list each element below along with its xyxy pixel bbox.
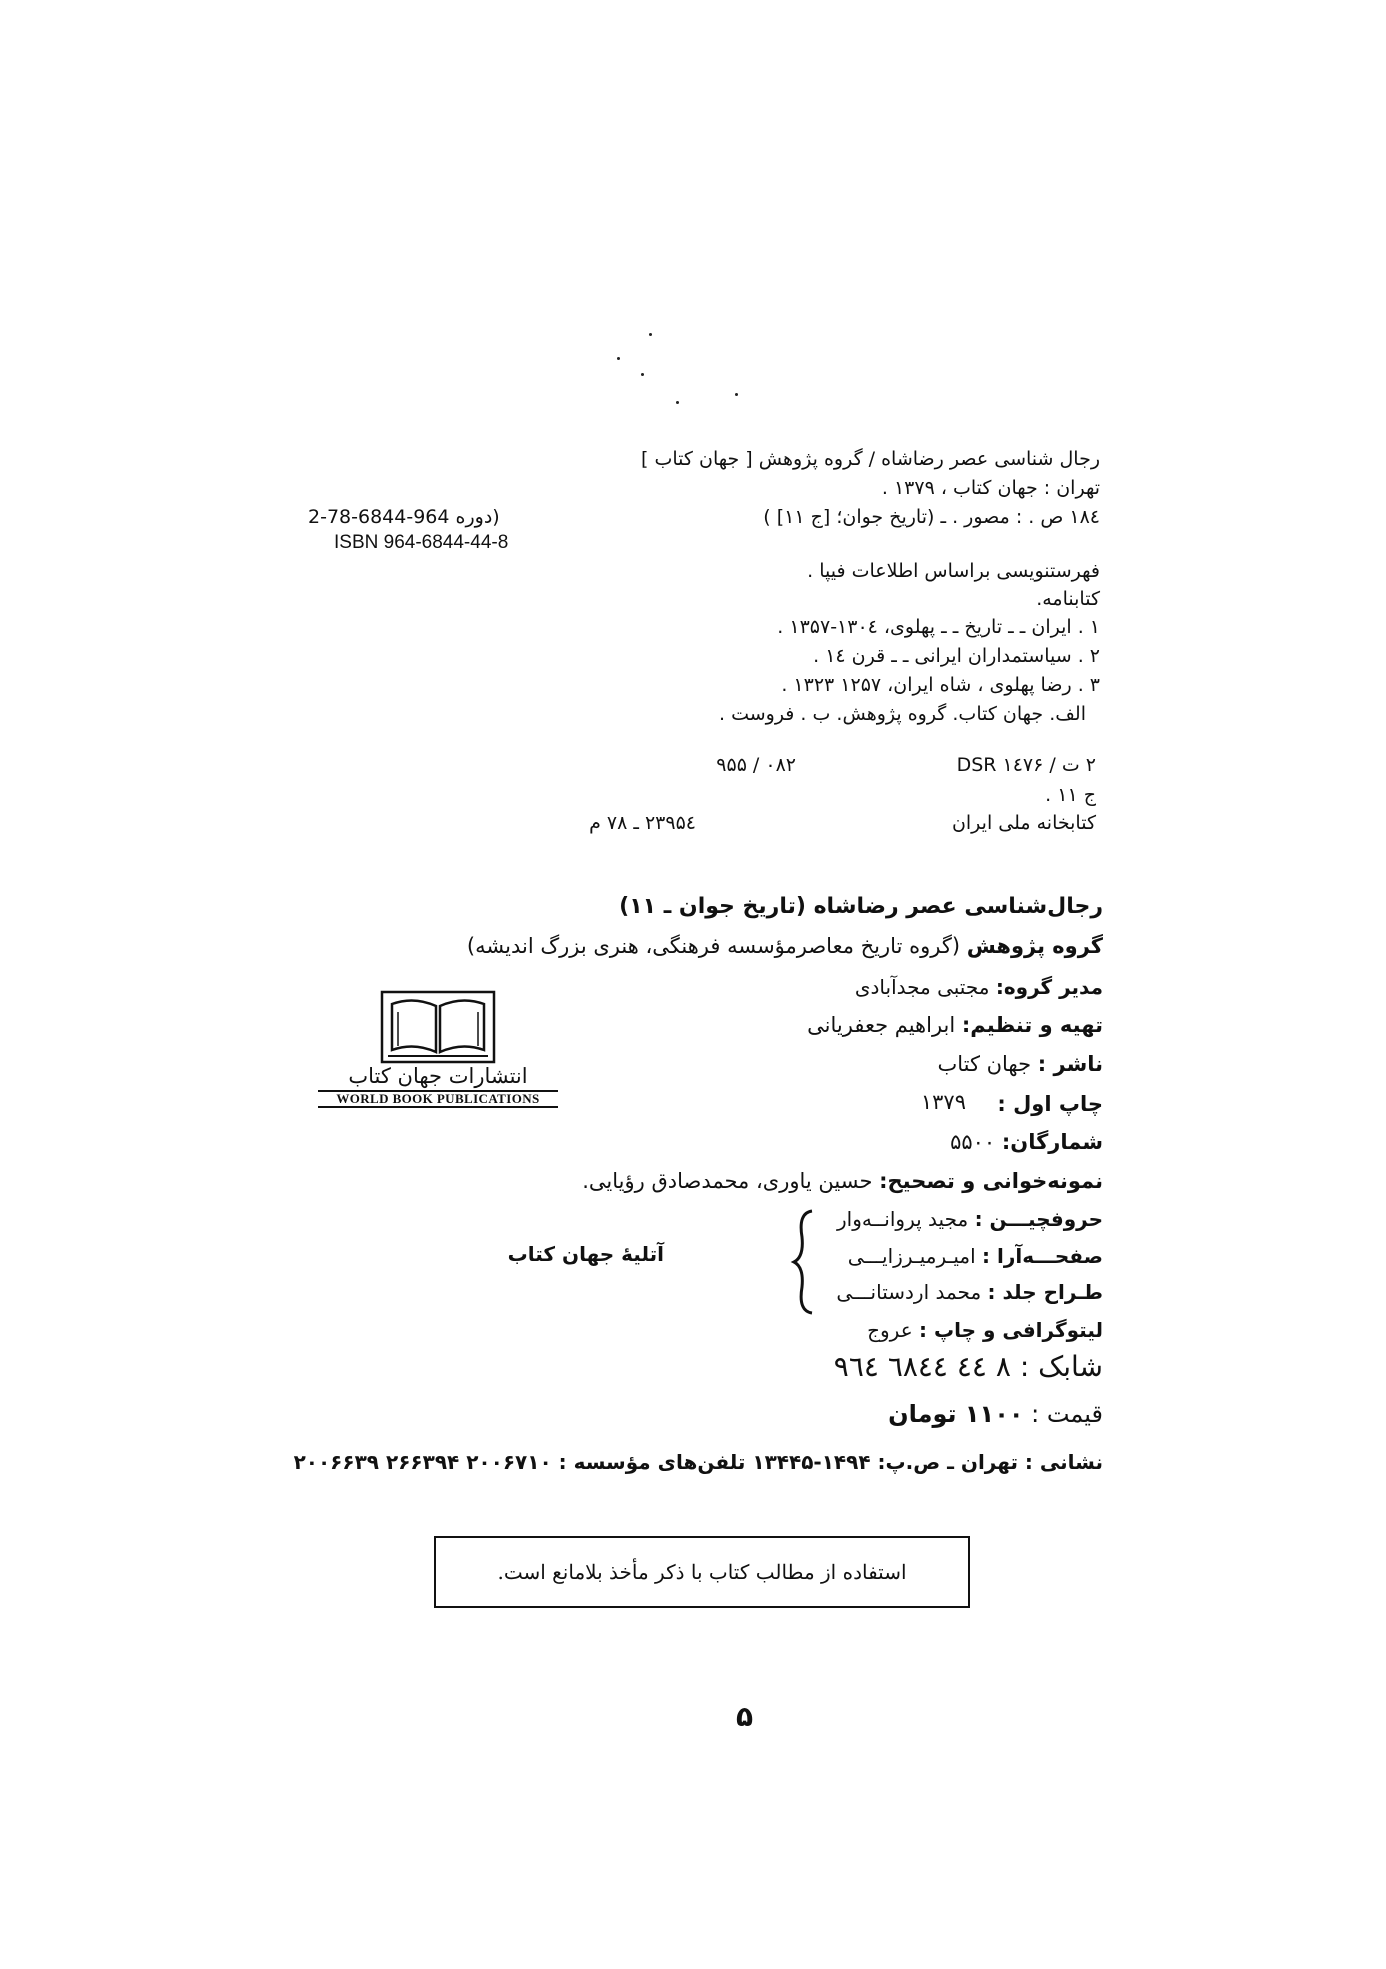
shabak-row bbox=[834, 1350, 1103, 1383]
cip-note: فهرستنویسی براساس اطلاعات فیپا . bbox=[807, 560, 1100, 582]
scan-speck bbox=[649, 333, 652, 336]
publisher-row bbox=[937, 1052, 1103, 1076]
scan-speck bbox=[676, 401, 679, 404]
cip-physical: ۱۸٤ ص . : مصور . ـ (تاریخ جوان؛ [ج ۱۱] ) bbox=[763, 506, 1100, 528]
cip-publication: تهران : جهان کتاب ، ۱۳۷۹ . bbox=[881, 477, 1100, 499]
copies-value: ۵۵۰۰ bbox=[950, 1130, 996, 1154]
edition-row bbox=[997, 1092, 1103, 1116]
cover-design-row bbox=[836, 1280, 1103, 1304]
curly-brace bbox=[790, 1207, 820, 1317]
research-group-row bbox=[467, 934, 1103, 958]
typesetting-label: حروفچیـــن : bbox=[974, 1207, 1103, 1231]
cip-subject-2: ۲ . سیاستمداران ایرانی ـ ـ قرن ۱٤ . bbox=[813, 645, 1100, 667]
cip-subject-3: ۳ . رضا پهلوی ، شاه ایران، ۱۲۵۷ ۱۳۲۳ . bbox=[781, 674, 1100, 696]
edition-value: ۱۳۷۹ bbox=[920, 1090, 966, 1114]
cip-lc-class: ۲ ت / DSR ۱٤۷۶ bbox=[956, 754, 1096, 776]
typesetting-row bbox=[837, 1207, 1103, 1231]
isbn: ISBN 964-6844-44-8 bbox=[334, 532, 509, 553]
open-book-icon bbox=[380, 990, 496, 1064]
research-group-label: گروه پژوهش bbox=[966, 934, 1103, 958]
prepared-label: تهیه و تنظیم: bbox=[961, 1013, 1103, 1037]
copies-label: شمارگان: bbox=[1001, 1130, 1103, 1154]
layout-value: امیـرمیـرزایـــی bbox=[847, 1244, 976, 1268]
director-value: مجتبی مجدآبادی bbox=[854, 975, 990, 999]
book-title: رجال‌شناسی عصر رضاشاه (تاریخ جوان ـ ۱۱) bbox=[619, 894, 1103, 919]
scan-speck bbox=[617, 357, 620, 360]
layout-label: صفحـــه‌آرا : bbox=[982, 1244, 1103, 1268]
cip-library-number: ۲۳۹۵٤ ـ ۷۸ م bbox=[589, 812, 696, 834]
proofreading-row bbox=[582, 1169, 1103, 1193]
cip-subject-1: ۱ . ایران ـ ـ تاریخ ـ ـ پهلوی، ۱۳۰٤-۱۳۵۷ . bbox=[777, 616, 1100, 638]
cip-title: رجال شناسی عصر رضاشاه / گروه پژوهش [ جهان کتاب ] bbox=[641, 448, 1100, 470]
research-group-value: (گروه تاریخ معاصرمؤسسه فرهنگی، هنری بزرگ اندیشه) bbox=[466, 934, 961, 958]
prepared-row bbox=[807, 1013, 1103, 1037]
address-line: نشانی : تهران ـ ص.پ: ۱۴۹۴-۱۳۴۴۵ تلفن‌های مؤسسه : ۲۰۰۶۷۱۰ ۲۶۶۳۹۴ ۲۰۰۶۶۳۹ bbox=[293, 1450, 1103, 1474]
isbn-set: (دوره 964-6844-78-2 bbox=[308, 506, 500, 528]
cip-volume: ج ۱۱ . bbox=[1045, 784, 1096, 806]
proofreading-value: حسین یاوری، محمدصادق رؤیایی. bbox=[582, 1169, 873, 1193]
usage-notice-text: استفاده از مطالب کتاب با ذکر مأخذ بلامانع است. bbox=[497, 1560, 907, 1584]
usage-notice bbox=[434, 1536, 970, 1608]
edition-label: چاپ اول : bbox=[997, 1092, 1103, 1116]
page-number: ۵ bbox=[736, 1700, 754, 1733]
cip-library: کتابخانه ملی ایران bbox=[951, 812, 1096, 834]
proofreading-label: نمونه‌خوانی و تصحیح: bbox=[879, 1169, 1103, 1193]
cover-design-label: طـراح جلد : bbox=[987, 1280, 1103, 1304]
logo-persian-text: انتشارات جهان کتاب bbox=[348, 1064, 528, 1088]
cip-bibliography: کتابنامه. bbox=[1036, 588, 1100, 610]
studio-name: آتلیهٔ جهان کتاب bbox=[507, 1242, 664, 1266]
typesetting-value: مجید پروانــه‌وار bbox=[836, 1207, 969, 1231]
publisher-value: جهان کتاب bbox=[937, 1052, 1032, 1076]
price-row bbox=[888, 1400, 1103, 1428]
copies-row bbox=[950, 1130, 1103, 1154]
price-label: قیمت : bbox=[1031, 1400, 1103, 1428]
cip-added-entries: الف. جهان کتاب. گروه پژوهش. ب . فروست . bbox=[718, 703, 1086, 725]
cover-design-value: محمد اردستانـــی bbox=[836, 1280, 982, 1304]
publisher-logo bbox=[318, 990, 558, 1108]
shabak-label: شابک : bbox=[1019, 1350, 1103, 1383]
shabak-value: ۸ ٤٤ ٦٨٤٤ ٩٦٤ bbox=[833, 1350, 1011, 1383]
director-row bbox=[855, 975, 1103, 999]
layout-row bbox=[848, 1244, 1103, 1268]
price-value: ۱۱۰۰ تومان bbox=[888, 1400, 1024, 1428]
scan-speck bbox=[641, 373, 644, 376]
logo-english-text: WORLD BOOK PUBLICATIONS bbox=[318, 1090, 558, 1108]
prepared-value: ابراهیم جعفریانی bbox=[807, 1013, 956, 1037]
director-label: مدیر گروه: bbox=[995, 975, 1103, 999]
litho-row bbox=[867, 1318, 1103, 1342]
cip-dewey-class: ۹۵۵ / ۰۸۲ bbox=[716, 754, 796, 776]
scan-speck bbox=[735, 393, 738, 396]
litho-value: عروج bbox=[867, 1318, 913, 1342]
litho-label: لیتوگرافی و چاپ : bbox=[919, 1318, 1103, 1342]
publisher-label: ناشر : bbox=[1037, 1052, 1103, 1076]
